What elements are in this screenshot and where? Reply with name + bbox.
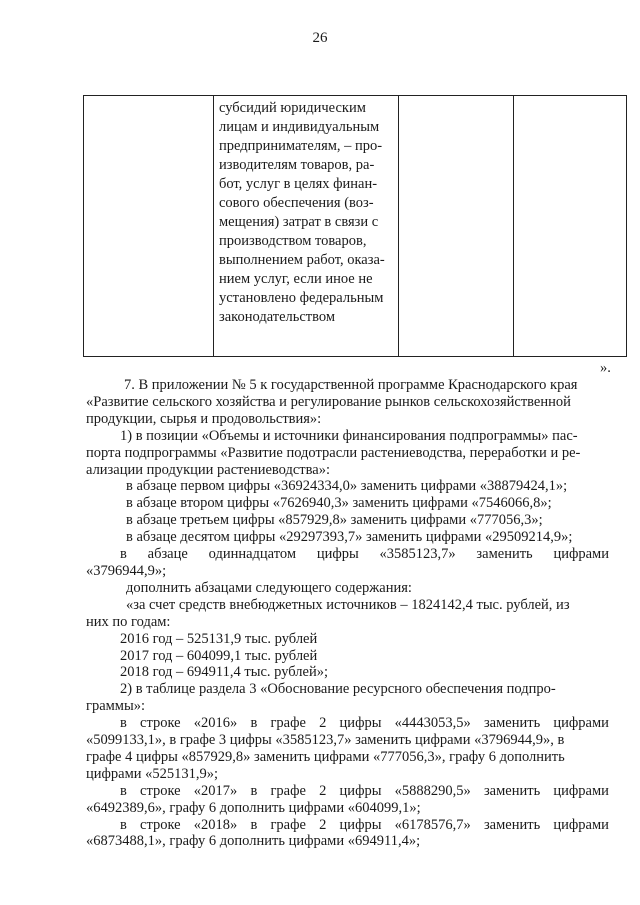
word: графе	[270, 715, 306, 732]
word: цифры	[339, 782, 382, 799]
word: строке	[140, 715, 181, 732]
text-line: «3796944,9»;	[86, 562, 167, 579]
page-number: 26	[312, 30, 328, 46]
word: в	[250, 782, 258, 799]
word: в	[120, 546, 127, 563]
word: цифры	[316, 546, 359, 563]
cell-line: нием услуг, если иное не	[219, 271, 373, 287]
word: абзаце	[147, 546, 188, 563]
cell-line: субсидий юридическим	[219, 100, 366, 116]
table-column-divider	[213, 96, 214, 356]
cell-line: изводителям товаров, ра-	[219, 157, 375, 173]
text-line: «5099133,1», в графе 3 цифры «3585123,7» заменить цифрами «3796944,9», в	[86, 732, 565, 749]
word: в	[120, 816, 127, 833]
cell-line: производством товаров,	[219, 233, 367, 249]
text-line: «за счет средств внебюджетных источников – 1824142,4 тыс. рублей, из	[126, 596, 570, 613]
word: цифрами	[553, 715, 609, 732]
word: 2	[319, 816, 327, 833]
text-line: продукции, сырья и продовольствия»:	[86, 410, 322, 427]
document-body	[86, 377, 609, 850]
cell-line: сового обеспечения (воз-	[219, 195, 374, 211]
text-line: в абзаце десятом цифры «29297393,7» заменить цифрами «29509214,9»;	[126, 529, 573, 546]
text-line: 1) в позиции «Объемы и источники финансирования подпрограммы» пас-	[120, 427, 578, 444]
word: «5888290,5»	[394, 782, 471, 799]
table-column-divider	[513, 96, 514, 356]
table-cell-text	[219, 99, 409, 327]
text-line: 2016 год – 525131,9 тыс. рублей	[120, 630, 318, 647]
word: графе	[270, 782, 306, 799]
cell-line: мещения) затрат в связи с	[219, 214, 379, 230]
word: «2017»	[193, 782, 238, 799]
text-line: порта подпрограммы «Развитие подотрасли растениеводства, переработки и ре-	[86, 444, 581, 461]
word: цифры	[339, 816, 382, 833]
word: «6178576,7»	[394, 816, 471, 833]
word: строке	[140, 782, 181, 799]
cell-line: законодательством	[219, 309, 336, 325]
text-line: «6873488,1», графу 6 дополнить цифрами «694911,4»;	[86, 833, 421, 850]
word: 2	[319, 782, 327, 799]
cell-line: предпринимателям, – про-	[219, 138, 383, 154]
cell-line: выполнением работ, оказа-	[219, 252, 385, 268]
text-line: графе 4 цифры «857929,8» заменить цифрами «777056,3», графу 6 дополнить	[86, 748, 565, 765]
justified-line	[86, 817, 609, 834]
word: цифрами	[553, 816, 609, 833]
text-line: цифрами «525131,9»;	[86, 765, 219, 782]
word: 2	[319, 715, 327, 732]
text-line: ализации продукции растениеводства»:	[86, 461, 330, 478]
text-line: них по годам:	[86, 613, 171, 630]
table-fragment	[83, 95, 627, 357]
word: в	[120, 715, 127, 732]
word: заменить	[483, 715, 541, 732]
word: «2018»	[193, 816, 238, 833]
text-line: 7. В приложении № 5 к государственной программе Краснодарского края	[124, 377, 578, 393]
justified-line	[86, 546, 609, 563]
word: цифры	[339, 715, 382, 732]
word: заменить	[483, 816, 541, 833]
closing-quote: ».	[600, 360, 611, 376]
word: строке	[140, 816, 181, 833]
word: одиннадцатом	[208, 546, 297, 563]
text-line: 2017 год – 604099,1 тыс. рублей	[120, 647, 318, 664]
word: в	[250, 816, 258, 833]
word: заменить	[483, 782, 541, 799]
text-line: в абзаце первом цифры «36924334,0» заменить цифрами «38879424,1»;	[126, 478, 568, 495]
text-line: 2) в таблице раздела 3 «Обоснование ресурсного обеспечения подпро-	[120, 681, 556, 698]
word: «2016»	[193, 715, 238, 732]
text-line: в абзаце втором цифры «7626940,3» заменить цифрами «7546066,8»;	[126, 495, 552, 512]
word: заменить	[476, 546, 533, 563]
justified-line	[86, 715, 609, 732]
word: в	[120, 782, 127, 799]
word: «4443053,5»	[394, 715, 471, 732]
justified-line	[86, 783, 609, 800]
word: цифрами	[553, 782, 609, 799]
text-line: дополнить абзацами следующего содержания:	[126, 579, 412, 596]
word: цифрами	[553, 546, 609, 563]
text-line: «6492389,6», графу 6 дополнить цифрами «604099,1»;	[86, 799, 421, 816]
cell-line: установлено федеральным	[219, 290, 384, 306]
text-line: 2018 год – 694911,4 тыс. рублей»;	[120, 664, 328, 681]
word: графе	[270, 816, 306, 833]
cell-line: бот, услуг в целях финан-	[219, 176, 378, 192]
cell-line: лицам и индивидуальным	[219, 119, 380, 135]
word: «3585123,7»	[379, 546, 456, 563]
text-line: «Развитие сельского хозяйства и регулирование рынков сельскохозяйственной	[86, 393, 571, 410]
text-line: в абзаце третьем цифры «857929,8» заменить цифрами «777056,3»;	[126, 512, 543, 529]
text-line: граммы»:	[86, 698, 146, 715]
word: в	[250, 715, 258, 732]
